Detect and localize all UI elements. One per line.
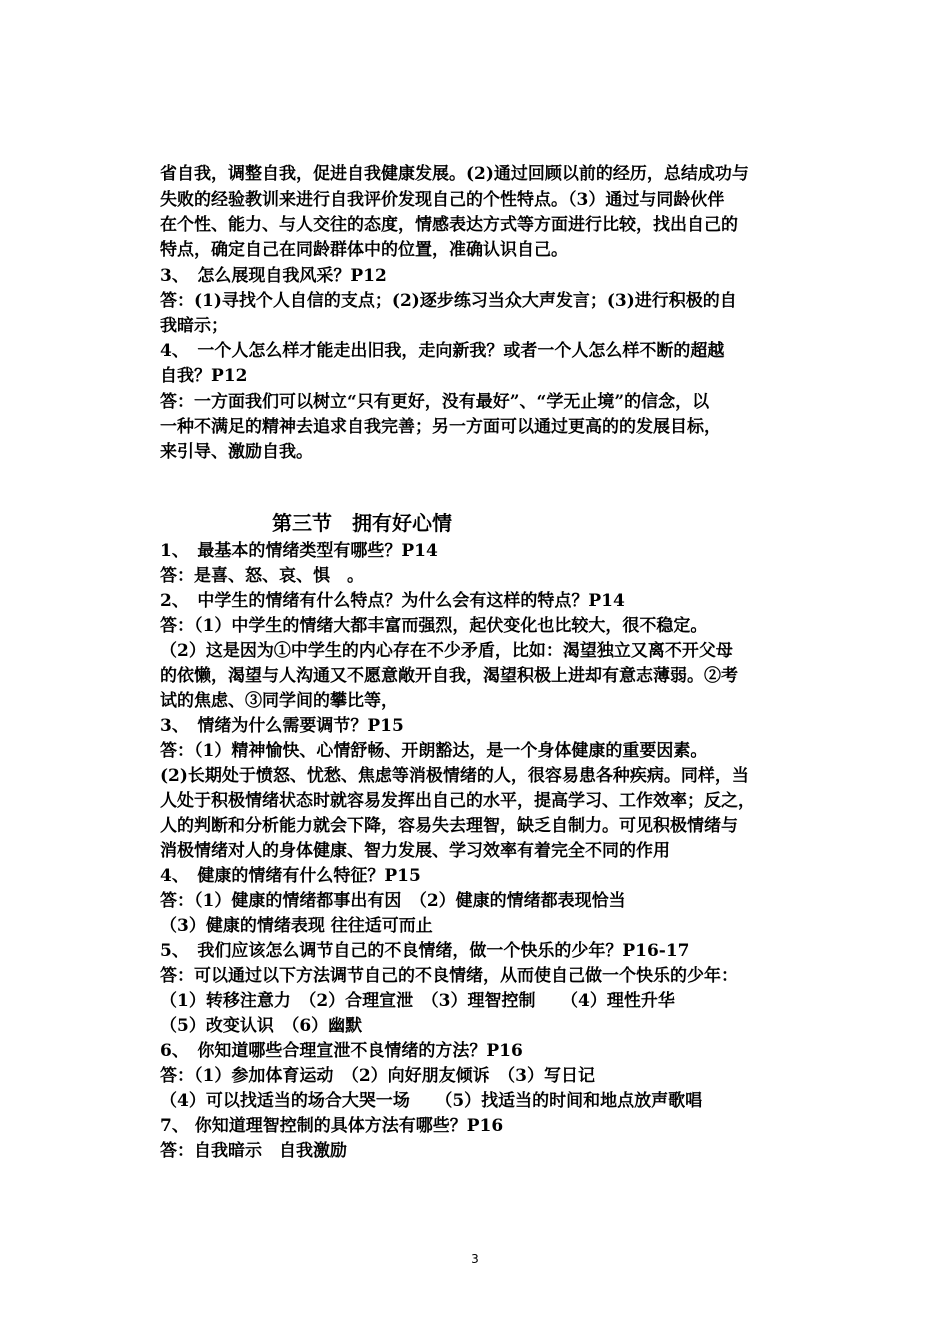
text-line: 1、 最基本的情绪类型有哪些？P14	[160, 541, 438, 561]
page-number: 3	[471, 1252, 479, 1266]
text-line: 7、 你知道理智控制的具体方法有哪些？P16	[160, 1116, 504, 1136]
text-line: 6、 你知道哪些合理宣泄不良情绪的方法？P16	[160, 1041, 523, 1061]
text-line: 一种不满足的精神去追求自我完善；另一方面可以通过更高的的发展目标，	[160, 417, 721, 437]
text-line: 答：（1）健康的情绪都事出有因 （2）健康的情绪都表现恰当	[160, 891, 626, 911]
section-title: 第三节 拥有好心情	[272, 511, 452, 535]
text-line: (2)长期处于愤怒、忧愁、焦虑等消极情绪的人，很容易患各种疾病。同样，当	[160, 766, 749, 786]
text-line: 4、 健康的情绪有什么特征？P15	[160, 866, 421, 886]
text-line: 省自我，调整自我，促进自我健康发展。(2)通过回顾以前的经历，总结成功与	[160, 164, 749, 184]
text-line: 在个性、能力、与人交往的态度，情感表达方式等方面进行比较，找出自己的	[160, 215, 738, 235]
text-line: （4）可以找适当的场合大哭一场 （5）找适当的时间和地点放声歌唱	[160, 1091, 703, 1111]
text-line: 答：是喜、怒、哀、惧 。	[160, 566, 364, 586]
text-line: 失败的经验教训来进行自我评价发现自己的个性特点。（3）通过与同龄伙伴	[160, 190, 725, 210]
text-line: （1）转移注意力 （2）合理宣泄 （3）理智控制 （4）理性升华	[160, 991, 675, 1011]
text-line: 答：自我暗示 自我激励	[160, 1141, 347, 1161]
text-line: 消极情绪对人的身体健康、智力发展、学习效率有着完全不同的作用	[160, 841, 670, 861]
text-line: 答：（1）参加体育运动 （2）向好朋友倾诉 （3）写日记	[160, 1066, 595, 1086]
text-line: 答：（1）中学生的情绪大都丰富而强烈，起伏变化也比较大，很不稳定。	[160, 616, 708, 636]
text-line: （5）改变认识 （6）幽默	[160, 1016, 363, 1036]
text-line: （2）这是因为①中学生的内心存在不少矛盾，比如：渴望独立又离不开父母	[160, 641, 733, 661]
text-line: 的依懒，渴望与人沟通又不愿意敞开自我，渴望积极上进却有意志薄弱。②考	[160, 666, 738, 686]
text-line: 特点，确定自己在同龄群体中的位置，准确认识自己。	[160, 240, 568, 260]
text-line: 4、 一个人怎么样才能走出旧我，走向新我？或者一个人怎么样不断的超越	[160, 341, 725, 361]
text-line: 答：一方面我们可以树立“只有更好，没有最好”、“学无止境”的信念，以	[160, 392, 710, 412]
text-line: 我暗示；	[160, 316, 228, 336]
text-line: 人的判断和分析能力就会下降，容易失去理智，缺乏自制力。可见积极情绪与	[160, 816, 738, 836]
text-line: 试的焦虑、③同学间的攀比等，	[160, 691, 398, 711]
text-line: 来引导、激励自我。	[160, 442, 313, 462]
text-line: 3、 情绪为什么需要调节？P15	[160, 716, 404, 736]
text-line: 人处于积极情绪状态时就容易发挥出自己的水平，提高学习、工作效率；反之，	[160, 791, 755, 811]
text-line: 答：(1)寻找个人自信的支点；(2)逐步练习当众大声发言；(3)进行积极的自	[160, 291, 737, 311]
text-line: 5、 我们应该怎么调节自己的不良情绪，做一个快乐的少年？P16-17	[160, 941, 690, 961]
text-line: （3）健康的情绪表现 往往适可而止	[160, 916, 433, 936]
text-line: 自我？P12	[160, 366, 248, 386]
text-line: 3、 怎么展现自我风采？P12	[160, 266, 387, 286]
text-line: 2、 中学生的情绪有什么特点？为什么会有这样的特点？P14	[160, 591, 625, 611]
text-line: 答：（1）精神愉快、心情舒畅、开朗豁达，是一个身体健康的重要因素。	[160, 741, 708, 761]
text-line: 答：可以通过以下方法调节自己的不良情绪，从而使自己做一个快乐的少年：	[160, 966, 738, 986]
